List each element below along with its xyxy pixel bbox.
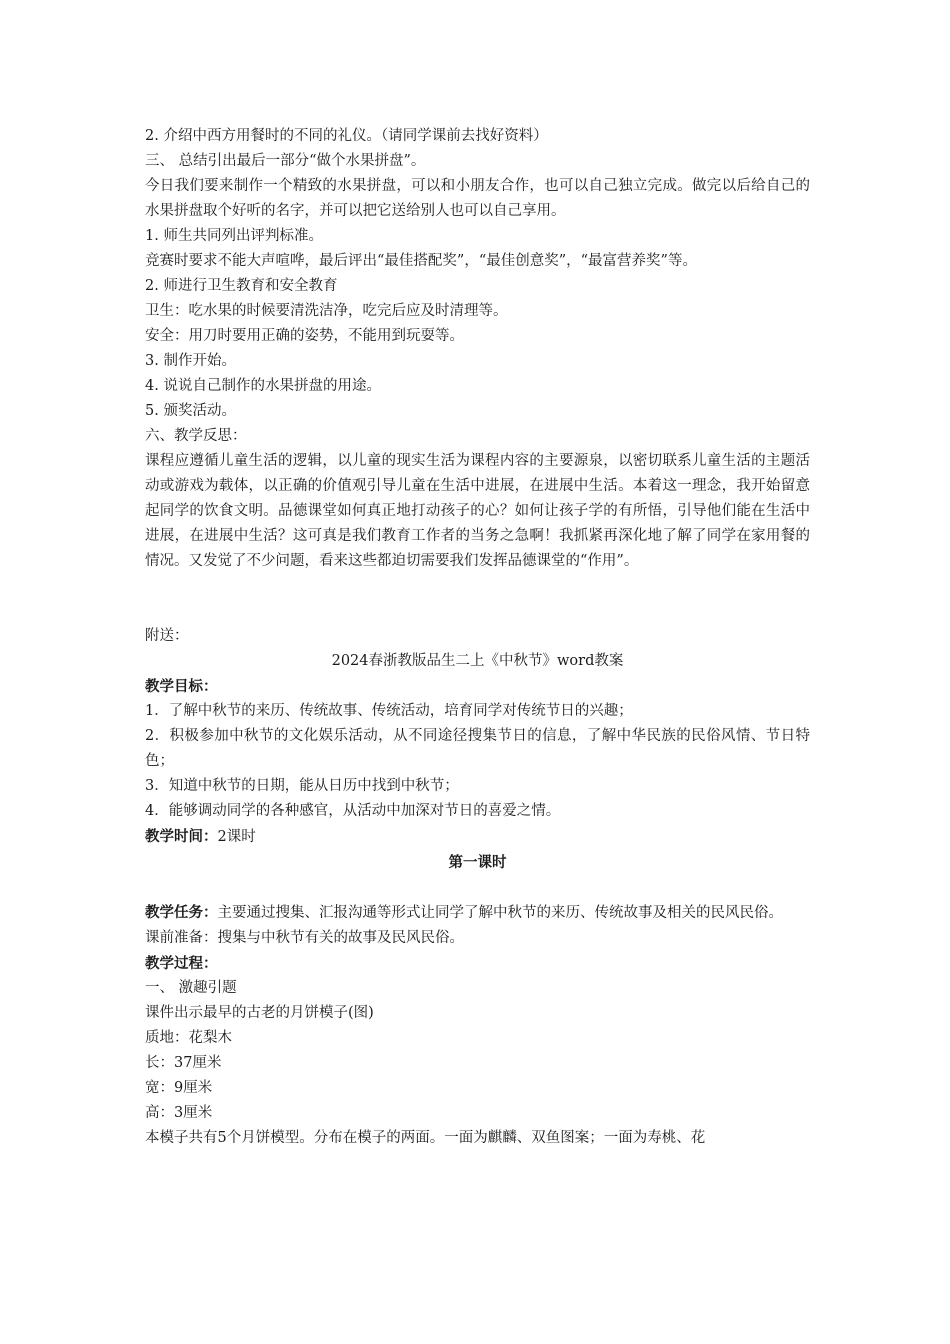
document-page: [145, 124, 810, 1151]
text-line: 质地：花梨木: [145, 1030, 232, 1046]
teaching-time: [145, 824, 810, 850]
lesson-heading: 第一课时: [448, 854, 507, 871]
text-line: 卫生：吃水果的时候要清洗洁净，吃完后应及时清理等。: [145, 303, 508, 319]
text-line: 宽：9厘米: [145, 1080, 213, 1096]
paragraph: 竞赛时要求不能大声喧哗，最后评出“最佳搭配奖”，“最佳创意奖”，“最富营养奖”等。: [145, 253, 697, 269]
reflection-paragraph: 课程应遵循儿童生活的逻辑，以儿童的现实生活为课程内容的主要源泉，以密切联系儿童生活的主题活动或游戏为载体，以正确的价值观引导儿童在生活中进展，在进展中生活。本着这一理念，我开始留意起同学的饮食文明。品德课堂如何真正地打动孩子的心？如何让孩子学的有所悟，引导他们能在生活中进展，在进展中生活？这可真是我们教育工作者的当务之急啊！我抓紧再深化地了解了同学在家用餐的情况。又发觉了不少问题，看来这些都迫切需要我们发挥品德课堂的“作用”。: [145, 453, 810, 569]
text-line: 4. 说说自己制作的水果拼盘的用途。: [145, 378, 381, 394]
process-heading: 教学过程：: [145, 955, 218, 972]
goals-heading: 教学目标：: [145, 678, 218, 695]
goal-item: 1．了解中秋节的来历、传统故事、传统活动，培育同学对传统节日的兴趣；: [145, 703, 633, 719]
text-line: 3. 制作开始。: [145, 353, 236, 369]
text-line: 5. 颁奖活动。: [145, 403, 236, 419]
goal-item: 4．能够调动同学的各种感官，从活动中加深对节日的喜爱之情。: [145, 803, 561, 819]
goal-item: 3．知道中秋节的日期，能从日历中找到中秋节；: [145, 778, 459, 794]
goal-item: 2．积极参加中秋节的文化娱乐活动，从不同途径搜集节日的信息，了解中华民族的民俗风情、节日特色；: [145, 728, 810, 769]
process-step-heading: 一、 激趣引题: [145, 980, 237, 996]
preparation: 课前准备：搜集与中秋节有关的故事及民风民俗。: [145, 930, 464, 946]
text-line: 2. 介绍中西方用餐时的不同的礼仪。（请同学课前去找好资料）: [145, 128, 548, 144]
appendix-label: 附送：: [145, 628, 189, 644]
task-heading: 教学任务：: [145, 904, 218, 921]
document-title: 2024春浙教版品生二上《中秋节》word教案: [331, 653, 624, 669]
text-line: 2. 师进行卫生教育和安全教育: [145, 278, 338, 294]
text-line: 本模子共有5个月饼模型。分布在模子的两面。一面为麒麟、双鱼图案；一面为寿桃、花: [145, 1130, 706, 1146]
section-heading: 六、教学反思：: [145, 428, 247, 444]
text-line: 长：37厘米: [145, 1055, 222, 1071]
time-heading: 教学时间：: [145, 828, 218, 845]
section-heading: 三、 总结引出最后一部分“做个水果拼盘”。: [145, 153, 426, 169]
paragraph: 今日我们要来制作一个精致的水果拼盘，可以和小朋友合作，也可以自己独立完成。做完以后给自己的水果拼盘取个好听的名字，并可以把它送给别人也可以自己享用。: [145, 178, 810, 219]
task-text: 主要通过搜集、汇报沟通等形式让同学了解中秋节的来历、传统故事及相关的民风民俗。: [217, 905, 783, 921]
text-line: 课件出示最早的古老的月饼模子(图): [145, 1005, 374, 1021]
text-line: 1. 师生共同列出评判标准。: [145, 228, 323, 244]
time-value: 2课时: [217, 829, 256, 845]
text-line: 高：3厘米: [145, 1105, 213, 1121]
text-line: 安全：用刀时要用正确的姿势，不能用到玩耍等。: [145, 328, 464, 344]
teaching-task: [145, 900, 810, 926]
